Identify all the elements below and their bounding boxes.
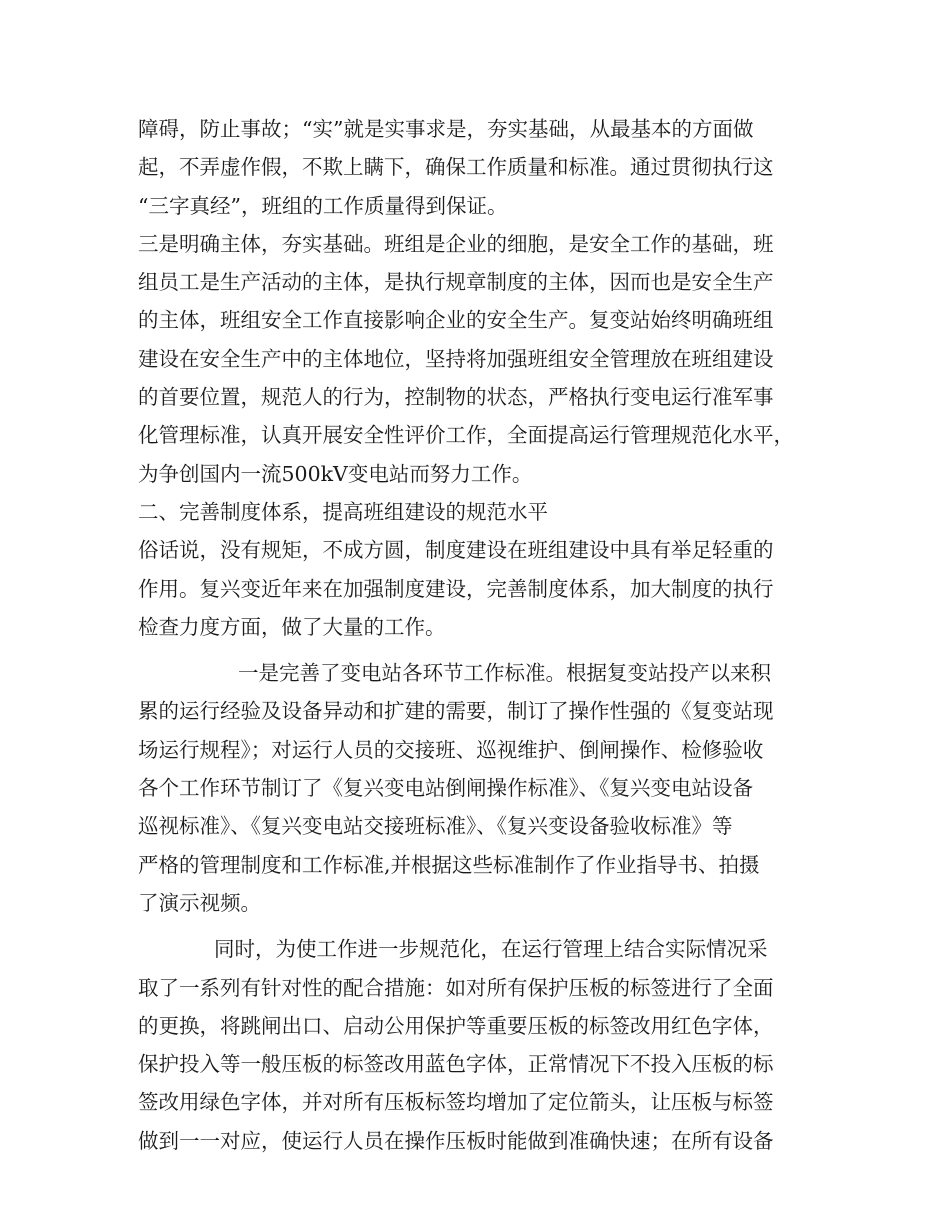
text-line: 的更换，将跳闸出口、启动公用保护等重要压板的标签改用红色字体， xyxy=(138,1013,774,1038)
paragraph-gap xyxy=(138,646,828,654)
text-line: 作用。复兴变近年来在加强制度建设，完善制度体系，加大制度的执行 xyxy=(138,576,774,601)
text-line: 的首要位置，规范人的行为，控制物的状态，严格执行变电运行准军事 xyxy=(138,385,774,410)
text-line: 同时，为使工作进一步规范化，在运行管理上结合实际情况采 xyxy=(214,937,768,962)
text-line: 起，不弄虚作假，不欺上瞒下，确保工作质量和标准。通过贯彻执行这 xyxy=(138,155,774,180)
text-line: 俗话说，没有规矩，不成方圆，制度建设在班组建设中具有举足轻重的 xyxy=(138,538,774,563)
text-line: 检查力度方面，做了大量的工作。 xyxy=(138,614,446,639)
text-line: 做到一一对应，使运行人员在操作压板时能做到准确快速；在所有设备 xyxy=(138,1128,774,1153)
text-line: 签改用绿色字体，并对所有压板标签均增加了定位箭头，让压板与标签 xyxy=(138,1090,774,1115)
document-body xyxy=(138,110,828,1160)
text-line: 化管理标准，认真开展安全性评价工作，全面提高运行管理规范化水平， xyxy=(138,423,794,448)
text-line: 严格的管理制度和工作标准,并根据这些标准制作了作业指导书、拍摄 xyxy=(138,852,760,877)
text-line: 了演示视频。 xyxy=(138,890,261,915)
text-line: 场运行规程》；对运行人员的交接班、巡视维护、倒闸操作、检修验收 xyxy=(138,737,764,762)
text-line: 为争创国内一流500kV变电站而努力工作。 xyxy=(138,461,533,486)
text-line: 建设在安全生产中的主体地位，坚持将加强班组安全管理放在班组建设 xyxy=(138,346,774,371)
text-line: 三是明确主体，夯实基础。班组是企业的细胞，是安全工作的基础，班 xyxy=(138,231,774,256)
text-line: 组员工是生产活动的主体，是执行规章制度的主体，因而也是安全生产 xyxy=(138,270,774,295)
text-line: 巡视标准》、《复兴变电站交接班标准》、《复兴变设备验收标准》等 xyxy=(138,814,733,839)
text-line: 保护投入等一般压板的标签改用蓝色字体，正常情况下不投入压板的标 xyxy=(138,1052,774,1077)
section-heading: 二、完善制度体系，提高班组建设的规范水平 xyxy=(138,499,548,524)
text-line: “三字真经”，班组的工作质量得到保证。 xyxy=(138,193,508,218)
text-line: 的主体，班组安全工作直接影响企业的安全生产。复变站始终明确班组 xyxy=(138,308,774,333)
text-line: 各个工作环节制订了《复兴变电站倒闸操作标准》、《复兴变电站设备 xyxy=(138,776,753,801)
text-line: 累的运行经验及设备异动和扩建的需要，制订了操作性强的《复变站现 xyxy=(138,699,774,724)
text-line: 取了一系列有针对性的配合措施：如对所有保护压板的标签进行了全面 xyxy=(138,975,774,1000)
text-line: 障碍，防止事故；“实”就是实事求是，夯实基础，从最基本的方面做 xyxy=(138,117,754,141)
text-line: 一是完善了变电站各环节工作标准。根据复变站投产以来积 xyxy=(238,661,771,686)
paragraph-gap xyxy=(138,922,828,930)
